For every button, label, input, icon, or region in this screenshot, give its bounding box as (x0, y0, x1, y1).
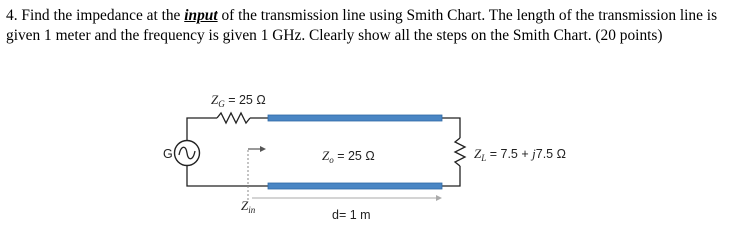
zin-subscript: in (248, 205, 256, 215)
tline-bottom-conductor (268, 183, 442, 189)
zg-label (211, 92, 266, 109)
source-label: G (163, 147, 173, 161)
zg-resistor (217, 113, 250, 123)
question-emphasis: input (184, 7, 218, 24)
z0-label (322, 148, 375, 165)
wire-source-bottom (187, 166, 268, 186)
zin-symbol: Z (241, 198, 249, 213)
wire-line-to-load-top (442, 118, 460, 138)
zin-arrow-head-icon (260, 146, 266, 152)
wire-load-to-line-bottom (442, 166, 460, 186)
length-dimension-arrow (252, 195, 442, 201)
length-label: d= 1 m (332, 208, 371, 222)
zl-value-suffix: 7.5 Ω (535, 147, 566, 161)
length-arrow-head-icon (436, 195, 442, 201)
zl-value-prefix: = 7.5 + (486, 147, 533, 161)
zin-reference-marker (248, 146, 266, 200)
zl-j: j (532, 146, 536, 161)
z0-symbol: Z (322, 148, 330, 163)
zl-label (474, 146, 566, 163)
zg-symbol: Z (211, 92, 219, 107)
zl-resistor (455, 138, 465, 166)
zl-subscript: L (481, 153, 487, 163)
question-prefix: 4. Find the impedance at the (6, 7, 185, 24)
tline-top-conductor (268, 115, 442, 121)
zg-value: = 25 Ω (224, 93, 266, 107)
z0-value: = 25 Ω (333, 149, 375, 163)
z0-subscript: o (329, 155, 334, 165)
zin-label (241, 198, 256, 215)
question-suffix: of the transmission line using Smith Chart. The length of the transmission line is given 1 meter and the frequency is given 1 GHz. Clearly show all the steps on the Smith Chart. (20 points) (6, 7, 718, 44)
wire-source-top (187, 118, 217, 140)
zg-subscript: G (218, 99, 225, 109)
zl-symbol: Z (474, 146, 482, 161)
